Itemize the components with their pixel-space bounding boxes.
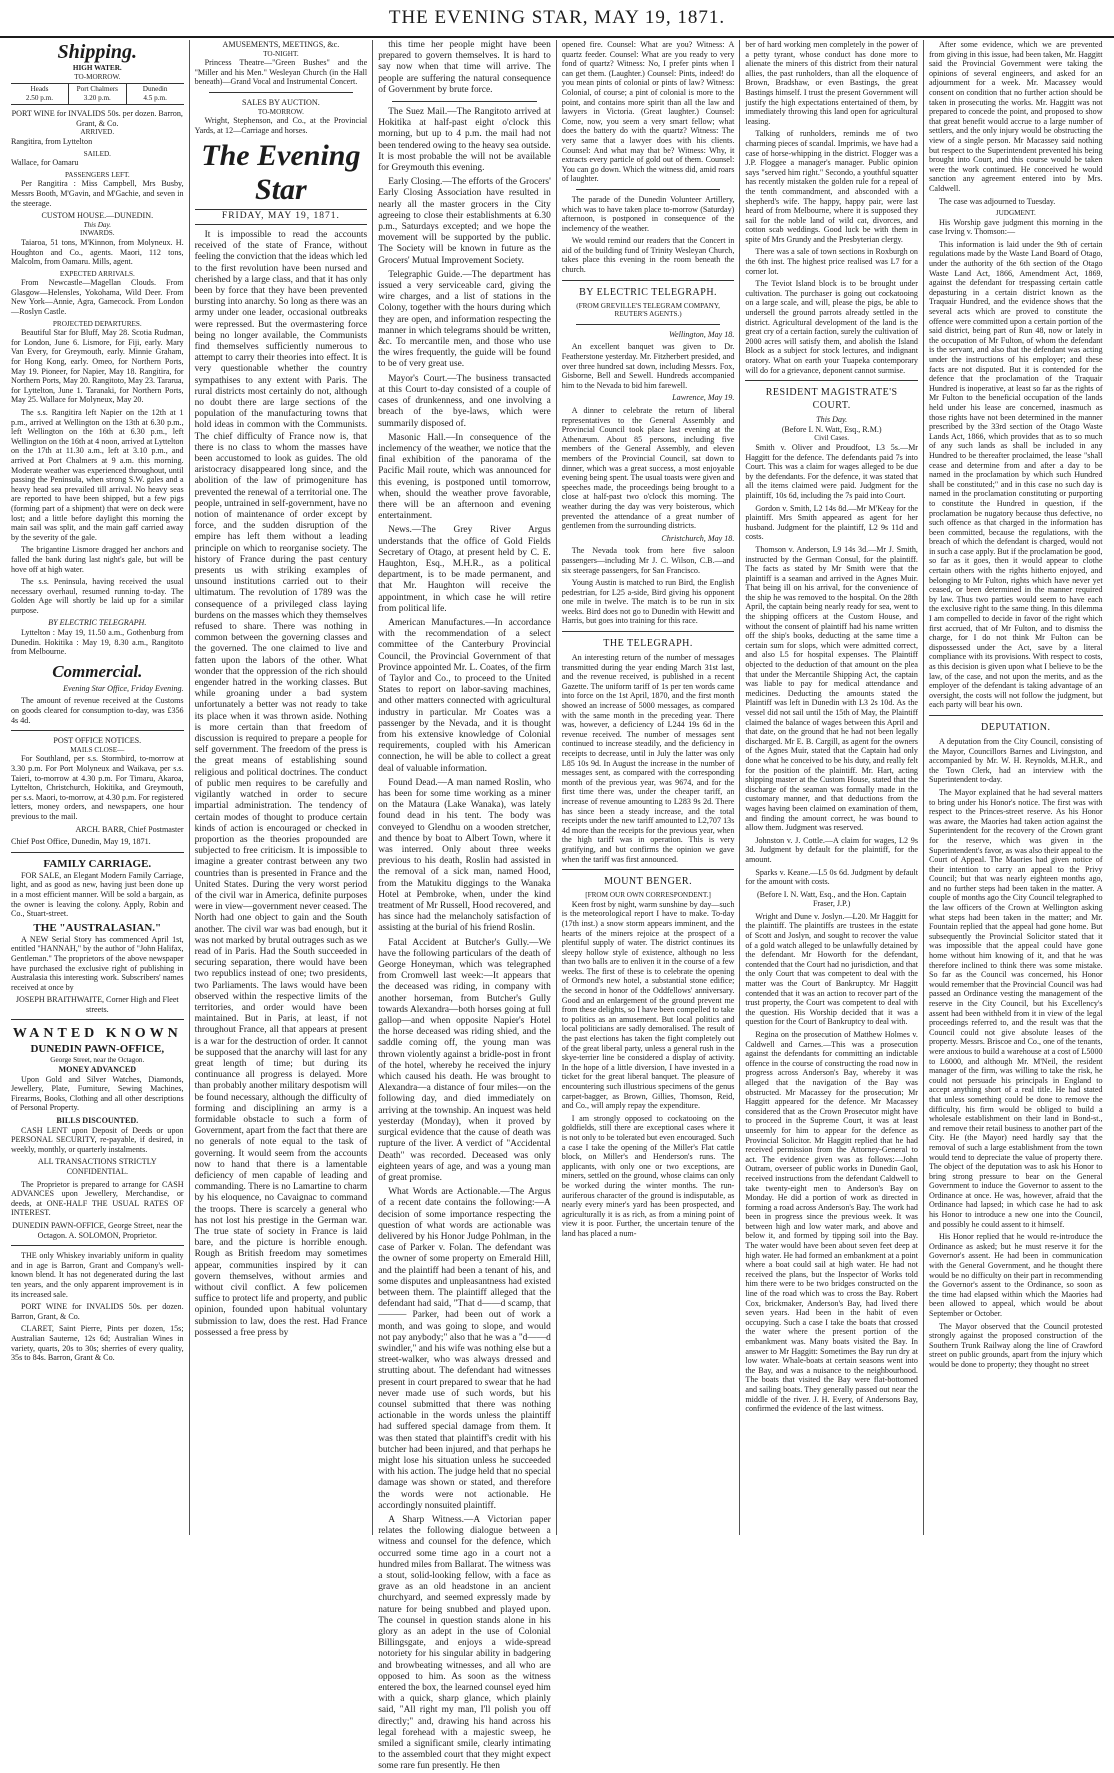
court-before-2: (Before I. N. Watt, Esq., and the Hon. Captain Fraser, J.P.) bbox=[756, 889, 907, 909]
lawrence-dateline: Lawrence, May 19. bbox=[672, 393, 735, 403]
case-adjourned: The case was adjourned to Tuesday. bbox=[938, 196, 1056, 206]
telegraph-article: An interesting return of the number of messages transmitted during the year ending March 31st last, and the revenue received, is published in a recent Gazette. The uniform tariff of 1s per ten words came into force on the 1st April, 1870, and the first month showed an increase of 5000 messages, as compared with the same month in the preceding year. There was, however, a deficiency of L244 19s 6d in the revenue received. The number of messages sent continued to increase steadily, and the deficiency in receipts to decrease, until in July the latter was only L85 10s 9d. In August the increase in the number of messages sent, as compared with the corresponding month of the previous year, was 9674, and for the first time there was, under the cheaper tariff, an increase of revenue amounting to L283 9s 2d. There has since been a steady increase, and the total receipts under the new tariff amounted to L2,707 13s 4d more than the receipts for the previous year, when the high tariff was in operation. This is very gratifying, and but confirms the opinion we gave when the tariff was first announced. bbox=[561, 653, 735, 864]
inwards-text: Taiaroa, 51 tons, M'Kinnon, from Molyneux. H. Houghton and Co., agents. Maori, 112 tons, Malcolm, from Oamaru. Mills, agent. bbox=[11, 237, 184, 267]
departures-heading: PROJECTED DEPARTURES. bbox=[52, 319, 142, 328]
wanted-known-heading: WANTED KNOWN bbox=[12, 1026, 182, 1042]
shipping-news: The s.s. Rangitira left Napier on the 12th at 1 p.m., arrived at Wellington on the 13th at 6.30 p.m., left Wellington on the 16th at 6.30 p.m., left Wellington on the 16th at 4 noon, arrived at Lyttelton on the 17th at 11.30 a.m., left at 3.10 p.m., and arrived at Port Chalmers at 9 a.m. this morning. Moderate weather was experienced throughout, until passing the Peninsula, when strong S.W. gales and a heavy head sea prevailed till arrival. No heavy seas are reported to have been shipped, but a few pigs (forming part of a shipment) that were on deck were lost; and a little before daylight this morning the main sail was split, and the main gaff carried away by the severity of the gale. bbox=[11, 408, 184, 542]
port-wine-ad: PORT WINE for INVALIDS 50s. per dozen. Barron, Grant, & Co. bbox=[11, 1302, 184, 1321]
passengers-text: Per Rangitira : Miss Campbell, Mrs Busby, Messrs Booth, M'Gavin, and M'Gachie, and seven in the steerage. bbox=[11, 179, 184, 208]
column-5 bbox=[740, 40, 924, 1535]
column-6 bbox=[924, 40, 1108, 1535]
mount-benger-heading: MOUNT BENGER. bbox=[604, 876, 693, 888]
sales-heading: SALES BY AUCTION. bbox=[242, 97, 320, 107]
judgment-intro: His Worship gave judgment this morning in the case Irving v. Thomson:— bbox=[928, 217, 1103, 237]
mount-benger-text-2: I am strongly opposed to cockatooing on the goldfields, still there are exceptional cases where it is not only to be tolerated but even encouraged. Such a case I take the opening of the Miller's Flat cattle block, on Miller's and Henderson's runs. The applicants, with only one or two exceptions, are miners, settled on the ground, whose claims can only be worked during the winter months. The run-auriferous character of the ground is indisputable, as nearly every miner's yard has been prospected, and agriculturally it is as rich, as from a mining point of view it is poor. Further, the uncertain tenure of the land has placed a num- bbox=[561, 1113, 735, 1238]
leading-article bbox=[195, 230, 368, 1339]
bills-heading: BILLS DISCOUNTED. bbox=[56, 1116, 139, 1126]
judgment-heading: JUDGMENT. bbox=[995, 209, 1036, 218]
masthead: THE EVENING STAR, MAY 19, 1871. bbox=[0, 0, 1114, 38]
correspondent-tag: [FROM OUR OWN CORRESPONDENT.] bbox=[585, 891, 711, 900]
telegraphic-guide: Telegraphic Guide.—The department has issued a very serviceable card, giving the wire charges, and a list of stations in the Colony, together with the hours during which they are open, and information respecting the manner in which telegrams should be written, &c. To mercantile men, and those who use the wires frequently, the guide will be found to be of very great use. bbox=[378, 269, 551, 370]
tide-heads: Heads 2.50 p.m. bbox=[11, 84, 69, 104]
divider bbox=[562, 869, 735, 870]
masonic-hall: Masonic Hall.—In consequence of the inclemency of the weather, we notice that the final exhibition of the panorama of the Pacific Mail route, which was announced for this evening, is postponed until tomorrow, when, should the weather prove favorable, there will be an afternoon and evening entertainment. bbox=[378, 432, 551, 522]
telegraph-text: Lyttelton : May 19, 11.50 a.m., Gothenburg from Dunedin. Hokitika : May 19, 8.30 a.m., Rangitoto from Melbourne. bbox=[11, 628, 184, 657]
scandal-paragraph: Talking of runholders, reminds me of two charming pieces of scandal. Imprimis, we have had a case of horse-whipping in the district. Flogger was a J.P. Floggee a manager's manager. Public opinion says "served him right." Secondo, a youthful squatter has recently mistaken the golden rule for a repeal of the tenth commandment, and absconded with a shepherd's wife. The happy, happy pair, were last heard of from Melbourne, where it is supposed they sail for the noble land of wild cat, divorces, and cotton scab weddings. Good luck be with them in spite of Mrs Grundy and the Presbyterian clergy. bbox=[745, 129, 918, 244]
leader-paragraph: It is impossible to read the accounts received of the state of France, without feeling the conviction that the ideas which led to the first revolution have been nursed and cherished by a large class, and that it has only been by force that they have been prevented bursting into anarchy. So long as there was an army under one leader, occasional outbreaks were repressed. But the overmastering force being no longer available, the Communists find themselves sufficiently numerous to attempt to carry their theories into effect. It is very questionable whether the country sympathises to any extent with Paris. The rural districts most certainly do not, although no doubt there are large sections of the population of the manufacturing towns that hold ideas in common with the Communists. The chief difficulty of France now is, that there is no class to whom the masses have been accustomed to look as guides. The old aristocracy disappeared long since, and the abolition of the law of primogeniture has prevented the renewal of a territorial one. The people, untrained in self-government, have no notion of maintenance of order except by force, and the sudden disruption of the empire has left them without a leading principle on which to reorganise society. The history of France during the past century presents us with striking examples of unsound institutions carried out to their ultimatum. The revolution of 1789 was the consequence of a privileged class laying burdens on the masses which they themselves refused to share. There was nothing in common between the governing classes and the governed. The one claimed to live and fatten upon the labors of the other. What wonder that the oppression of the rich should engender hatred in the working classes. But while groaning under a bad system unfortunately a better was not ready to take its place when it was thrown aside. Nothing is more certain than that freedom of discussion is required to prepare a people for self government. The freedom of the press is the great means of establishing sound religious and political doctrines. The conduct of public men requires to be carefully and vigilantly watched in order to secure impartial administration. The tendency of certain modes of thought to produce certain kinds of action is encouraged or checked in proportion as the theories propounded are subjected to free criticism. It is impossible to imagine a greater contrast between any two countries than is presented in France and the United States. During the very worst period of the civil war in America, definite purposes were in view—government never ceased. The North had one object to gain and the South another. The civil war was bad enough, but it was not marked by brutal outrages such as we read of in Paris. Had the South succeeded in securing separation, there would have been two republics instead of one; two presidents, two Parliaments. The laws would have been observed within the respective limits of the territories, and order would have been maintained. But in Paris, at least, if not throughout France, all that appears at present is a war for the destruction of order. It cannot be supposed that the anarchy will last for any great length of time; but during its continuance all progress is delayed. More than probably another military despotism will be found necessary, although the difficulty of forming and disciplining an army is a formidable obstacle to such a form of Government, apart from the fact that there are no generals of note equal to the task of governing. It would seem from the accounts now to hand that there is a lamentable deficiency of men capable of leading and commanding. There is no Lamartine to charm by his eloquence, no Cavaignac to command the troops. There is scarcely a general who has not lost his prestige in the German war. The true state of society in France is laid bare, and the picture is horrible enough. Rough as British freedom may sometimes appear, communities inspired by it can govern themselves, without armies and without civil conflict. A few policemen suffice to protect life and property, and public opinion, founded upon habitual voluntary submission to law, does the rest. Had France possessed a free press by bbox=[194, 229, 368, 1338]
case-2: Gordon v. Smith, L2 14s 8d.—Mr M'Keay for the plaintiff. Mrs Smith appeared as agent for her husband. Judgment for the plaintiff, L2 9s 11d and costs. bbox=[745, 503, 918, 542]
arrived-heading: ARRIVED. bbox=[80, 128, 115, 137]
witness-continued: opened fire. Counsel: What are you? Witness: A quartz feeder. Counsel: What are you ready to very fond of quartz? Witness: No, I prefer pints when I can get them. (Laughter.) Counsel: Pints, indeed! do you mean pints of colonial or pints of law? Witness: Colonial, of course; a pint of colonial is more to the point, and contains more spirit than all the law and lawyers in Victoria. (Great laughter.) Counsel: Come, now, you seem a very smart fellow; what does the battery do with the quartz? Witness: The very same that a lawyer does with his clients. Counsel: And what may that be? Witness: Why, it extracts every particle of gold out of them. Counsel: You can go down. Which the witness did, amid roars of laughter. bbox=[561, 40, 735, 184]
tide-dunedin: Dunedin 4.5 p.m. bbox=[142, 85, 168, 103]
teviot-island: The Teviot Island block is to be brought under cultivation. The purchaser is going out cockatooing on a large scale, and will, please the pigs, be able to undersell the ground parrots already settled in the district. Agricultural development of the land is the great cry of a certain faction, surely the cultivation of 2000 acres will satisfy them, and abolish the Island Block as a subject for stock lectures, and indignant oratory. What on earth your Tuapeka contemporary will do for a grievance, deponent cannot surmise. bbox=[745, 279, 918, 375]
concert-reminder: We would remind our readers that the Concert in aid of the building fund of Trinity Wesleyan Church, takes place this evening in the room beneath the church. bbox=[561, 236, 735, 275]
christchurch-news: The Nevada took from here five saloon passengers—including Mr J. C. Wilson, C.B.—and six steerage passengers, for San Francisco. bbox=[561, 546, 735, 575]
actionable-words: What Words are Actionable.—The Argus of a recent date contains the following:—A decision of some importance respecting the question of what words are actionable was delivered by his Honor Judge Pohlman, in the case of Parker v. Folan. The defendant was the owner of some property on Emerald Hill, and the plaintiff had been a tenant of his, and some disputes and unpleasantness had existed between them. The plaintiff alleged that the defendant had said, "That d——d scamp, that ——— Parker, had been out of work a month, and was going to slope, and would not pay anybody;" also that he was a "d——d swindler," and his wife was nothing else but a street-walker, who was always dressed and strutting about. The defendant had witnesses present in court prepared to swear that he had never made use of such words, but his counsel submitted that there was nothing actionable in the words unless the plaintiff had suffered special damage from them. It was then stated that plaintiff's credit with his butcher had been injured, and that perhaps he might lose his situation unless he succeeded with his action. The judge held that no special damage was shown or stated, and therefore the words were not actionable. He accordingly nonsuited plaintiff. bbox=[378, 1187, 551, 1511]
claret-ad: CLARET, Saint Pierre, Pints per dozen, 15s; Australian Sauterne, 12s 6d; Australian Wines in variety, quarts, 20s to 30s; sherries of every quality, 35s to 84s. Barron, Grant & Co. bbox=[11, 1324, 184, 1363]
wellington-news: An excellent banquet was given to Dr. Featherstone yesterday. Mr. Fitzherbert presided, and over three hundred sat down, including Messrs. Fox, Gisborne, Bell and Sewell. Hundreds accompanied him to the Nevada to bid him farewell. bbox=[561, 342, 735, 390]
commercial-text: The amount of revenue received at the Customs on goods cleared for consumption to-day, was £356 4s 4d. bbox=[11, 696, 184, 725]
news-item: News.—The Grey River Argus understands that the office of Gold Fields Secretary of Otago, at present held by C. E. Haughton, Esq., M.H.R., as a political department, is to be made permanent, and that Mr. Haughton will receive the appointment, in which case he will retire from political life. bbox=[378, 525, 551, 614]
inwards-heading: INWARDS. bbox=[80, 229, 115, 238]
deputation-intro: A deputation from the City Council, consisting of the Mayor, Councillors Barnes and Livingston, and accompanied by Mr. W. H. Reynolds, M.H.R., and the Town Clerk, had an interview with the Superintendent to-day. bbox=[928, 736, 1103, 785]
customs-heading: CUSTOM HOUSE.—DUNEDIN. bbox=[41, 211, 154, 221]
tide-title: HIGH WATER. bbox=[72, 64, 122, 72]
customs-subheading: This Day. bbox=[83, 220, 112, 229]
amusements-text: Princess Theatre—"Green Bushes" and the "Miller and his Men." Wesleyan Church (in the Hall beneath)—Grand Vocal and Instrumental Concert. bbox=[194, 58, 368, 87]
leader-continued: this time her people might have been prepared to govern themselves. It is hard to say now when that time will arrive. The people are suffering the natural consequence of Government by brute force. bbox=[378, 40, 551, 95]
amusements-subheading: TO-NIGHT. bbox=[263, 49, 299, 58]
newspaper-columns bbox=[6, 40, 1108, 1772]
deputation-railway: The Mayor observed that the Council protested strongly against the proposed construction of the Southern Trunk Railway along the line of Crawford street on public grounds, apart from the injury which would be done to property; they thought no street bbox=[928, 1321, 1103, 1369]
pawn-heading: DUNEDIN PAWN-OFFICE, bbox=[30, 1043, 165, 1056]
carriage-text: FOR SALE, an Elegant Modern Family Carriage, light, and as good as new, having just been done up in a most efficient manner. Will be sold a bargain, as the owner is leaving the colony. Apply, Robin and Co., Stuart-street. bbox=[11, 870, 184, 919]
pawn-text-2: The Proprietor is prepared to arrange for CASH ADVANCES upon Jewellery, Merchandise, or deeds, at ONE-HALF THE USUAL RATES OF INTEREST. bbox=[11, 1179, 184, 1218]
tide-subtitle: TO-MORROW. bbox=[74, 72, 121, 81]
case-7: Regina on the prosecution of Matthew Holmes v. Caldwell and Carnes.—This was a prosecution against the defendants for committing an indictable offence in the course of constructing the road now in progress across Anderson's Bay, whereby it was alleged that the navigation of the Bay was obstructed. Mr Macassey for the prosecution; Mr Haggitt appeared for the defence. Mr Macassey considered that as the Crown Prosecutor might have to proceed in the Supreme Court, it was at least unseemly for him to appear for the defence as Provincial Solicitor. Mr Haggitt replied that he had received permission from the Attorney-General to act. The evidence given was as follows:—John Outram, overseer of public works in Dunedin Gaol, received instructions from the defendant Caldwell to take twenty-eight men to Anderson's Bay on Monday. He did a portion of work as directed in forming a road across Anderson's Bay. The work had been in progress since the previous week. It was between high and low water mark, and above and below it, and formed by tipping soil into the Bay. The water would have been about seven feet deep at high water. He had formed an embankment at a point where a boat could sail at high water. He had not received the plans, but the Inspector of Works told him there were to be two bridges constructed on the line of the road which was to cross the Bay. Robert Cox, brickmaker, Anderson's Bay, had lived there seven years. Had been in the habit of even occupying. Such a case I take the boats that crossed the water where the present portion of the embankment was. Many boats visited the Bay. In answer to Mr Haggitt: Sometimes the Bay run dry at low water. Whale-boats at certain seasons went into the Bay, and was a nuisance to the neighbourhood. The boats that visited the Bay were flat-bottomed and sailing boats. They generally passed out near the middle of the river. J. H. Every, of Andersons Bay, confirmed the evidence of the last witness. bbox=[745, 1030, 918, 1414]
sales-text: Wright, Stephenson, and Co., at the Provincial Yards, at 12—Carriage and horses. bbox=[194, 116, 368, 135]
case-1: Smith v. Oliver and Proudfoot, L3 5s.—Mr Haggitt for the defence. The defendants paid 7s into Court. This was a claim for wages alleged to be due by the defendants. For the defence, it was stated that all the items claimed were paid. Judgment for the plaintiff, 10s 6d, including the 7s paid into Court. bbox=[745, 442, 918, 500]
divider bbox=[11, 1245, 184, 1246]
deputation-reply: His Honor replied that he would re-introduce the Ordinance as asked; but he must reserve it for the Governor's assent. He had been in communication with the General Government, and he thought there would be no difficulty on their part in recommending the Governor's assent to the Ordinance, so soon as the time had elapsed within which the Maories had been allowed to appeal, which would be about September or October. bbox=[928, 1232, 1103, 1318]
post-office-date: Chief Post Office, Dunedin, May 19, 1871. bbox=[11, 837, 151, 847]
lawrence-news: A dinner to celebrate the return of liberal representatives to the General Assembly and Provincial Council took place last evening at the Athenæum. About 85 persons, including five members of the General Assembly, and eleven members of the Provincial Council, sat down to dinner, which was a great success, a most enjoyable evening being spent. The usual toasts were given and speeches made, the proceedings being brought to a close at half-past two o'clock this morning. The weather during the day was very boisterous, which prevented the attendance of a great number of gentlemen from the surrounding districts. bbox=[561, 406, 735, 531]
column-4 bbox=[557, 40, 741, 1535]
departures-text: Beautiful Star for Bluff, May 28. Scotia Rudman, for London, June 6. Lismore, for Fiji, early. Mary Van Every, for Greymouth, early. Minnie Graham, for Hong Kong, early. Omeo, for Northern Ports, May 19. Pioneer, for Napier, May 18. Rangitira, for Northern Ports, May 20. Rangitoto, May 23. Tararua, for Lyttelton, June 1. Taranaki, for Northern Ports, May 25. Wallace for Molyneux, May 20. bbox=[11, 328, 184, 405]
pawn-signature: DUNEDIN PAWN-OFFICE, George Street, near the Octagon. A. SOLOMON, Proprietor. bbox=[12, 1220, 183, 1240]
column-3 bbox=[373, 40, 557, 1772]
divider bbox=[392, 101, 537, 102]
australasian-text: A NEW Serial Story has commenced April 1st, entitled "HANNAH," by the author of "John Halifax, Gentleman." The proprietors of the above newspaper have purchased the exclusive right of publishing in Australasia this interesting work. Subscribers' names received at once by bbox=[11, 934, 184, 992]
shipping-news-2: The brigantine Lismore dragged her anchors and falled the bank during last night's gale, but will be hove off at high water. bbox=[11, 545, 184, 574]
column-1 bbox=[6, 40, 190, 1535]
judgment-text: This information is laid under the 9th of certain regulations made by the Waste Land Board of Otago, under the authority of the 6th section of the Otago Waste Land Act, 1866, Amendment Act, 1869, against the defendant for trespassing certain cattle depasturing in a certain district known as the Traquair Hundred, and the evidence shows that the several acts which are proved to constitute the offence were committed upon a certain portion of the said district, being part of Run 48, now or lately in the occupation of Mr Fulton, of whom the defendant is the servant, and also that the defendant was acting under the instructions of his employer; and these facts are not disputed. But it is contended for the defence that the proclamation of the Traquair Hundred is inoperative, at least so far as the rights of Mr Fulton to the beneficial occupation of the lands held under his lease are concerned, inasmuch as those rights have not been determined in the manner prescribed by the 33rd section of the Otago Waste Lands Act, 1866, which provides that as to so much of any such lands as shall be included in any Hundred to be thereafter proclaimed, the lease "shall cease and determine from and after a day to be named in the proclamation by which such Hundred shall be constituted;" and in this case no such day is named in the proclamation constituting or purporting to constitute the Hundred in question, if the proclamation be nugatory because thus defective, no such offence as that charged in the information has been committed, because the regulations, with the breach of which the defendant is charged, would not in such a case apply. But if the proclamation be good, so far as it goes, then it would appear to clothe certain others with the rights hitherto enjoyed, and belonging to Mr Fulton, rights which have never yet ceased, or been determined in the manner required by law. Thus two parties would seem to have each the exclusive right to the same thing. In this dilemma I am compelled to decide in favor of the right which first accrued, that of Mr Fulton, and to dismiss the charge, for I do not think Mr Fulton can be dispossessed under the Act, save by a literal compliance with its provisions. With respect to costs, as this decision is given upon what I believe to be the law, of the case, and not upon the merits, and as the employer of the defendant is taking advantage of an oversight, the costs will not follow the judgment, but each party will bear his own. bbox=[928, 239, 1103, 710]
divider bbox=[11, 730, 184, 731]
port-heading: PORT WINE for INVALIDS 50s. per dozen. Barron, Grant, & Co. bbox=[11, 109, 183, 128]
deputation-mayor: The Mayor explained that he had several matters to bring under his Honor's notice. The first was with respect to the Princes-street reserve. As his Honor was aware, the Maories had taken action against the Superintendent for the recovery of the Crown grant for the reserve, which was given in the Superintendent's favor, as was also their appeal to the Court of Appeal. The Maories had given notice of their intention to carry an appeal to the Privy Council; but that was nearly eighteen months ago, and no further steps had been taken in the matter. A couple of months ago the City Council telegraphed to the law officers of the Crown at Wellington asking what steps had been taken in the matter; and Mr. Fountain replied that the appeal had gone home. But subsequently the Provincial Solicitor stated that it was impossible that the appeal could have gone home without him knowing of it, and that he was therefore inclined to think there was some mistake. So far as the Council was concerned, his Honor would remember that the Provincial Council was had passed an Ordinance vesting the management of the reserve in the City Council, but his Excellency's assent had been withheld from it in view of the legal proceedings referred to, and the result was that the Council could not give absolute leases of the property. Messrs. Briscoe and Co., one of the tenants, were anxious to build a warehouse at a cost of L5000 to L6000, and although Mr. M'Neil, the resident manager of the firm, was willing to take the risk, he could not persuade his principals in England to accept anything short of a real title. He had stated that unless something could be done to remove the difficulty, his firm would be obliged to build a wholesale establishment on their land in Bond-st., and remove their retail business to another part of the City. He (the Mayor) need hardly say that the removal of such a large establishment from the town would tend to depreciate the value of property there. The object of the deputation was to ask his Honor to bring strong pressure to bear on the General Government to induce the Governor to assent to the Ordinance at once. He was, however, afraid that the Ordinance had lapsed; in which case he had to ask his Honor to introduce a new one into the Council, and possibly he could assent to it himself. bbox=[928, 787, 1103, 1229]
amusements-heading: AMUSEMENTS, MEETINGS, &c. bbox=[222, 40, 340, 49]
deputation-heading: DEPUTATION. bbox=[981, 721, 1051, 733]
case-5: Sparks v. Keane.—L5 0s 6d. Judgment by default for the amount with costs. bbox=[745, 867, 918, 887]
civil-cases-heading: Civil Cases. bbox=[814, 434, 850, 443]
divider bbox=[11, 1019, 184, 1020]
divider bbox=[745, 380, 918, 381]
column-2 bbox=[190, 40, 374, 1535]
benger-continued: ber of hard working men completely in the power of a petty tyrant, whose conduct has done more to alienate the miners of this district from their natural allies, the past runholders, than all the eloquence of Brown, Bradshaw, or even Bastings, the great Bastings himself. I trust the present Government will justify the high expectations entertained of them, by immediately throwing this land open for agricultural leasing. bbox=[745, 40, 918, 126]
christchurch-dateline: Christchurch, May 18. bbox=[661, 533, 735, 543]
telegraph-section-heading: BY ELECTRIC TELEGRAPH. bbox=[579, 286, 718, 298]
telegraph-source: (FROM GREVILLE'S TELEGRAM COMPANY, REUTER'S AGENTS.) bbox=[576, 301, 720, 319]
divider bbox=[576, 189, 721, 190]
early-closing: Early Closing.—The efforts of the Grocers' Early Closing Association have resulted in nearly all the master grocers in the City agreeing to close their establishments at 6.30 p.m., Saturdays excepted; and we hope the movement will be supported by the public. The Society will be known in future as the Grocers' Mutual Improvement Society. bbox=[378, 177, 551, 266]
court-before: (Before I. N. Watt, Esq., R.M.) bbox=[781, 424, 882, 434]
fatal-accident: Fatal Accident at Butcher's Gully.—We have the following particulars of the death of George Honeyman, which was telegraphed from Cromwell last week:—It appears that the deceased was riding, in company with another horseman, from Butcher's Gully towards Alexandra—both horses going at full gallop—and when opposite Napier's Hotel the horse deceased was riding shied, and the saddle coming off, the young man was thrown violently against a bridle-post in front of the hotel, whereby he received the injury which caused his death. He was brought to Alexandra—a distance of four miles—on the following day, and died immediately on arriving at the township. An inquest was held yesterday (Monday), when it proved by surgical evidence that the cause of death was rupture of the liver. A verdict of "Accidental Death" was recorded. Deceased was only eighteen years of age, and was a young man of great promise. bbox=[378, 937, 551, 1183]
pawn-money: MONEY ADVANCED bbox=[58, 1065, 137, 1075]
pawn-text: Upon Gold and Silver Watches, Diamonds, Jewellery, Plate, Furniture, Sewing Machines, Firearms, Books, Clothing and all other descriptions of Personal Property. bbox=[11, 1074, 184, 1113]
dateline: FRIDAY, MAY 19, 1871. bbox=[195, 209, 368, 225]
divider bbox=[209, 92, 354, 93]
confidential-text: ALL TRANSACTIONS STRICTLY CONFIDENTIAL. bbox=[37, 1157, 157, 1176]
tide-port: Port Chalmers 3.20 p.m. bbox=[69, 84, 127, 104]
tide-table bbox=[11, 83, 184, 105]
case-continued: After some evidence, which we are prevented from giving in this issue, had been taken, Mr. Haggitt said the Provincial Government were taking the opinions of several engineers, and asked for an adjournment for a week. Mr. Macassey would consent on condition that no further action should be taken in prosecuting the works. Mr. Haggitt was not prepared to concede the point, and proposed to show that great benefit would accrue to a large number of settlers, and the only injury would be obstructing the view of a single person. Mr Macassey said nothing but respect to the Superintendent prevented his being brought into Court, and this course would be taken were the work continued. He conceived he would sanction any agreement entered into by Mrs. Caldwell. bbox=[928, 40, 1103, 193]
telegraph-heading: BY ELECTRIC TELEGRAPH. bbox=[48, 618, 147, 628]
sharp-witness: A Sharp Witness.—A Victorian paper relates the following dialogue between a witness and counsel for the defence, which occurred some time ago in a court not a hundred miles from Ballarat. The witness was a stout, solid-looking fellow, with a face as grave as an old headstone in an ancient churchyard, and seemed expressly made by nature for being snubbed and played upon. The counsel in question stands alone in his glory as an adept in the use of Colonial Billingsgate, and enjoys a wide-spread notoriety for his singular ability in badgering and browbeating witnesses, and all who are opposed to him. As soon as the witness entered the box, the learned counsel eyed him with a quick, sharp glance, which plainly said, "All right my man, I'll polish you off directly;" and, drawing his hand across his legal forehead with a majestic sweep, he smiled a significant smile, clearly intimating to the assembled court that they might expect some rare fun presently. He then bbox=[378, 1515, 551, 1772]
case-3: Thomson v. Anderson, L9 14s 3d.—Mr J. Smith, instructed by the German Consul, for the plaintiff. The facts as stated by Mr Smith were that the plaintiff is a seaman and arrived in the Agnes Muir. That being ill on his arrival, for the convenience of the ship he was removed to the hospital. On the 28th April, the captain being nearly ready for sea, went to the shipping officers at the Custom House, and without the consent of plaintiff had his name written off the ship's books, deducting at the same time a certain sum for slops, which were admitted correct, and also L5 for hospital expenses. The Plaintiff objected to the deduction of that amount on the plea that under the Mercantile Shipping Act, the captain was liable to pay for medical attendance and medicines. Deducting the amounts stated the Plaintiff was left in Dunedin with L3 2s 10d. As the vessel did not sail until the 15th of May, the Plaintiff claimed the balance of wages between this April and that date, on the ground that he had not been legally discharged. Mr E. B. Cargill, as agent for the owners of the Agnes Muir, stated that the Captain had only done what he conceived to be his duty, and really felt for the position of the plaintiff. Mr. Hart, acting shipping master at the Custom House, stated that the discharge of the seaman was formally made in the customary manner, and that deductions from the wages having been claimed on examination of them, and finding the amount correct, he was bound to allow them. Judgment was reserved. bbox=[745, 544, 918, 833]
case-4: Johnston v. J. Cottle.—A claim for wages, L2 9s 3d. Judgment by default for the plaintiff, for the amount. bbox=[745, 835, 918, 864]
suez-mail: The Suez Mail.—The Rangitoto arrived at Hokitika at half-past eight o'clock this morning, but up to 4 p.m. the mail had not been tendered owing to the heavy sea outside. It is most probable the will not be available for Greymouth this evening. bbox=[378, 107, 551, 174]
cash-text: CASH LENT upon Deposit of Deeds or upon PERSONAL SECURITY, re-payable, if desired, in weekly, monthly, or quarterly instalments. bbox=[11, 1125, 184, 1154]
passengers-heading: PASSENGERS LEFT. bbox=[64, 170, 130, 179]
sales-subheading: TO-MORROW. bbox=[257, 107, 304, 116]
arrived-text: Rangitira, from Lyttelton bbox=[11, 136, 93, 146]
commercial-subheading: Evening Star Office, Friday Evening. bbox=[63, 683, 184, 693]
post-subheading: MAILS CLOSE— bbox=[70, 745, 125, 754]
post-heading: POST OFFICE NOTICES. bbox=[53, 736, 142, 746]
mount-benger-text: Keen frost by night, warm sunshine by day—such is the meteorological report I have to make. To-day (17th inst.) a snow storm appears imminent, and the hearts of the miners rejoice at the prospect of a plentiful supply of water. The district continues its sleepy hollow style of existence, although no less than two balls are to enliven it in the course of a few weeks. The first of these is to celebrate the opening of Ormond's new hotel, a substantial stone edifice; the second in honor of the Oddfellows' anniversary. Good and an enlargement of the ground prevent me from these delights, so I have been compelled to take to politics as an amusement. But local politics and local politicians are sadly demoralised. The result of the past elections has taken the fight completely out of the great liberal party, unless a general rush in the skye-terrier line be considered a display of activity. In the hope of a little diversion, I have invested in a ticket for the great liberal banquet. The pleasure of encountering such illustrious specimens of the genus carpet-bagger, as Brown, Gillies, Thomson, Reid, and Co., will amply repay the expenditure. bbox=[561, 899, 735, 1111]
divider bbox=[576, 324, 721, 325]
sailed-text: Wallace, for Oamaru bbox=[11, 158, 79, 168]
pawn-address: George Street, near the Octagon. bbox=[50, 1056, 145, 1065]
shipping-news-3: The s.s. Peninsula, having received the usual necessary overhaul, resumed running to-day. The Golden Age will shortly be laid up for a similar purpose. bbox=[11, 577, 184, 615]
christchurch-news-2: Young Austin is matched to run Bird, the English pedestrian, for L25 a-side, Bird giving his opponent one mile in twelve. The match is to be run in six weeks. Bird does not go to Dunedin with Hewitt and Harris, but goes into training for this race. bbox=[561, 578, 735, 626]
post-signature: ARCH. BARR, Chief Postmaster bbox=[75, 824, 184, 834]
town-sections: There was a sale of town sections in Roxburgh on the 6th inst. The highest price realised was L7 for a corner lot. bbox=[745, 247, 918, 276]
expected-text: From Newcastle—Magellan Clouds. From Glasgow—Helensles, Yokohama, Wild Deer. From New York—Annie, Agra, Gamecock. From London—Roslyn Castle. bbox=[11, 278, 184, 317]
shipping-heading: Shipping. bbox=[57, 41, 138, 63]
expected-heading: EXPECTED ARRIVALS. bbox=[59, 269, 135, 278]
telegraph-article-heading: THE TELEGRAPH. bbox=[603, 638, 693, 650]
court-day: This Day. bbox=[816, 415, 848, 425]
paper-title: The Evening Star bbox=[201, 139, 361, 207]
whiskey-ad: THE only Whiskey invariably uniform in quality and in age is Barron, Grant and Company's well-known blend. It has not degenerated during the last ten years, and the only apparent improvement is in its increased sale. bbox=[11, 1251, 184, 1299]
australasian-heading: THE "AUSTRALASIAN." bbox=[33, 921, 162, 934]
post-text: For Southland, per s.s. Stormbird, to-morrow at 3.30 p.m. For Port Molyneux and Waikava, per s.s. Taieri, to-morrow at 4.30 p.m. For Timaru, Akaroa, Lyttelton, Christchurch, Hokitika, and Greymouth, per s.s. Maori, to-morrow, at 4.30 p.m. For registered letters, money orders, and newspapers, one hour previous to the mail. bbox=[11, 754, 184, 821]
artillery-parade: The parade of the Dunedin Volunteer Artillery, which was to have taken place to-morrow (Saturday) afternoon, is postponed in consequence of the inclemency of the weather. bbox=[561, 194, 735, 233]
carriage-heading: FAMILY CARRIAGE. bbox=[43, 857, 152, 870]
divider bbox=[562, 631, 735, 632]
divider bbox=[929, 715, 1103, 716]
magistrates-court-heading: RESIDENT MAGISTRATE'S COURT. bbox=[765, 387, 898, 412]
divider bbox=[562, 280, 735, 281]
american-manufactures: American Manufactures.—In accordance with the recommendation of a select committee of the Canterbury Provincial Council, the Provincial Government of that Province appointed Mr. L. Coates, of the firm of Taylor and Co., to proceed to the United States to report on labor-saving machines, and other matters connected with agricultural industry in particular. Mr Coates was a passenger by the Nevada, and it is thought from his extensive knowledge of Colonial requirements, coupled with his American connection, he will be able to collect a great deal of valuable information. bbox=[378, 617, 551, 774]
mayors-court: Mayor's Court.—The business transacted at this Court to-day consisted of a couple of cases of drunkenness, and one involving a breach of the bye-laws, which were summarily disposed of. bbox=[378, 373, 551, 429]
australasian-signature: JOSEPH BRAITHWAITE, Corner High and Fleet streets. bbox=[15, 995, 179, 1014]
commercial-heading: Commercial. bbox=[52, 661, 143, 681]
sailed-heading: SAILED. bbox=[83, 149, 111, 158]
wellington-dateline: Wellington, May 18. bbox=[669, 329, 735, 339]
case-6: Wright and Dune v. Joslyn.—L20. Mr Haggitt for the plaintiff. The plaintiffs are trustees in the estate of Scott and Joslyn, and sought to recover the value of a gold watch alleged to be unlawfully detained by the defendant. Mr Howorth for the defendant, contended that the Court had no jurisdiction, and that the only Court that was competent to deal with the matter was the Court of Bankruptcy. Mr Haggitt contended that it was an action to recover part of the trust property, the Court was competent to deal with the question. His Worship decided that it was a question for the Court of Bankruptcy to deal with. bbox=[745, 911, 918, 1027]
divider bbox=[11, 852, 184, 853]
found-dead: Found Dead.—A man named Roslin, who has been for some time working as a miner on the Mataura (Lake Wanaka), was lately found dead in his tent. The body was conveyed to Glendhu on a wooden stretcher, and thence by boat to Albert Town, where it was interred. Only about three weeks previous to his death, Roslin had assisted in the removal of a sick man, named Hood, from the Matukitu diggings to the Wanaka Hotel at Pembroke, when, under the kind treatment of Mr Russell, Hood recovered, and has since had the melancholy satisfaction of assisting at the burial of his friend Roslin. bbox=[378, 777, 551, 934]
